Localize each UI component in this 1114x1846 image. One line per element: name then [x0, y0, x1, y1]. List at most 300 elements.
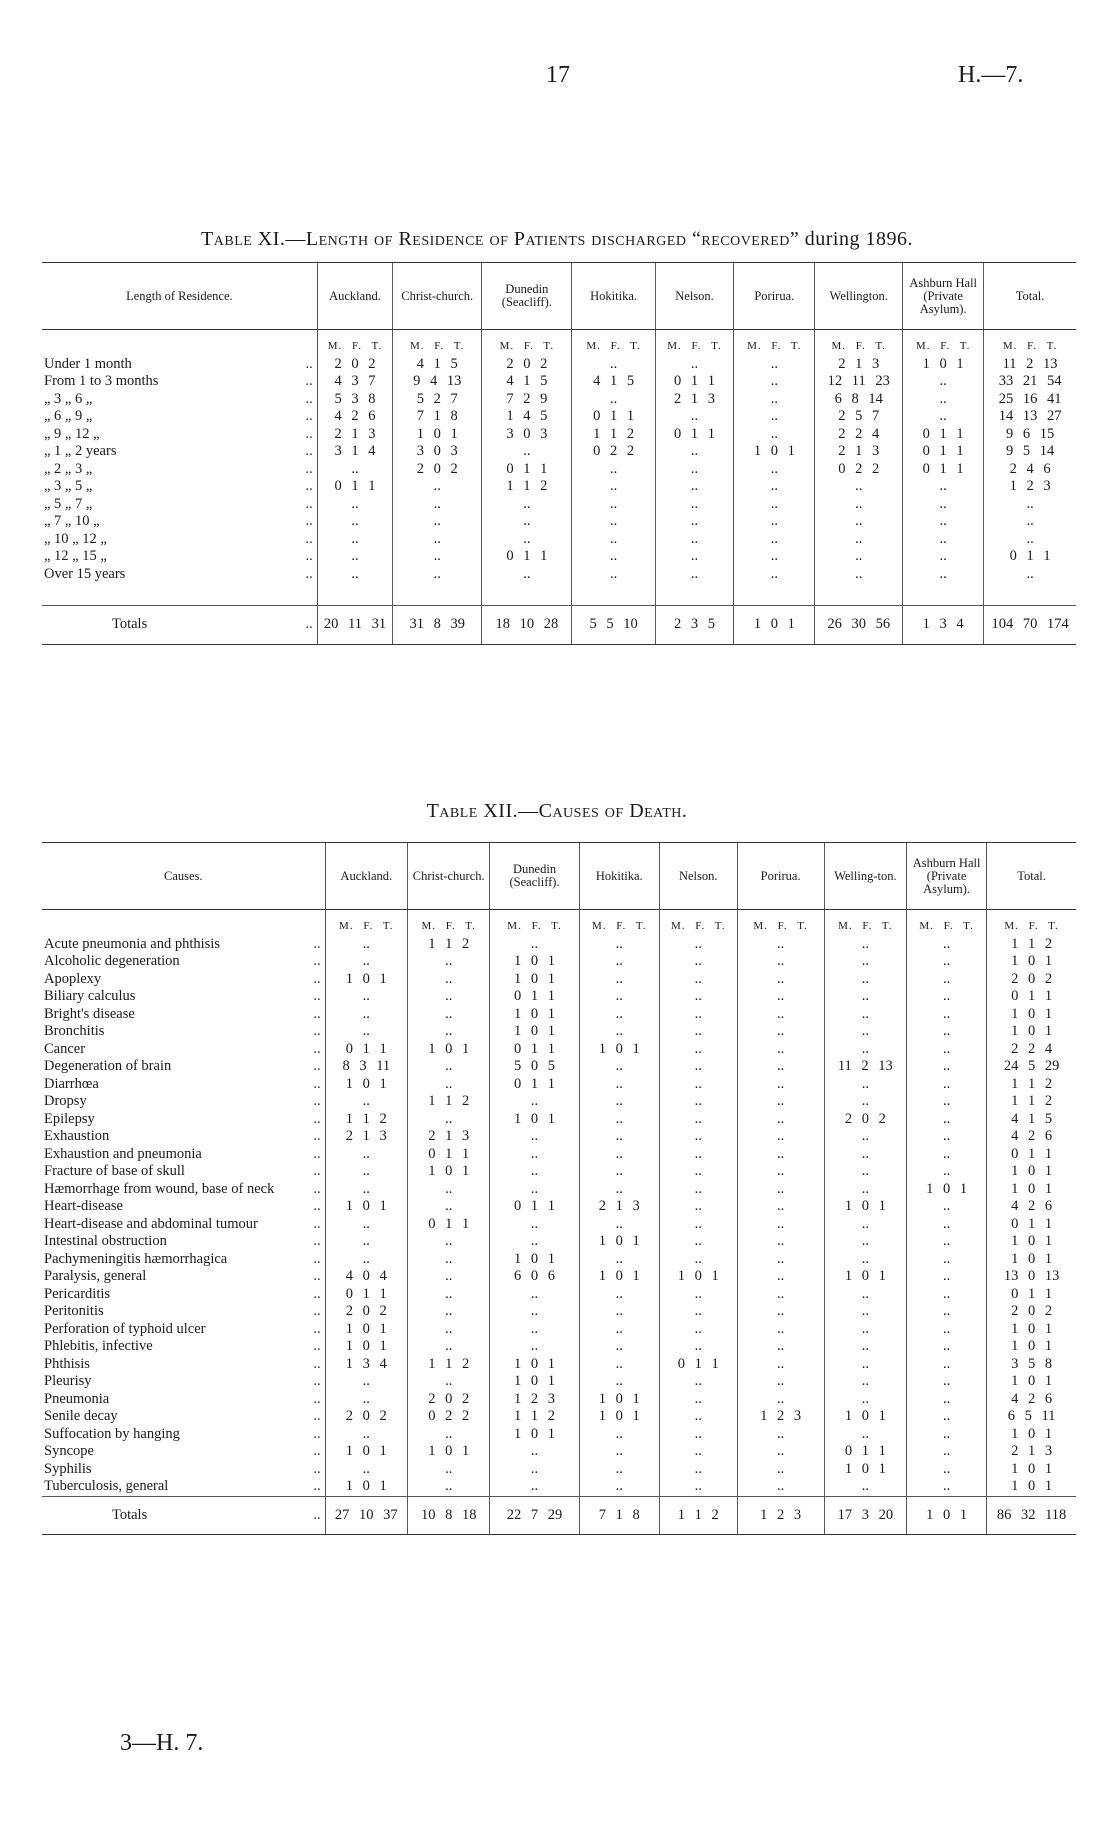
col-header: Christ-church.: [408, 843, 490, 910]
table-cell: 12 11 23: [815, 373, 903, 391]
table-cell: 25 16 41: [998, 390, 1062, 407]
table-row: [42, 373, 1076, 391]
row-label: Epilepsy: [44, 1110, 95, 1127]
row-label: Pachymeningitis hæmorrhagica: [44, 1250, 228, 1267]
table-cell: ..: [734, 356, 815, 374]
table-cell: ..: [907, 1233, 987, 1251]
leader-dots: ..: [287, 373, 317, 391]
table-cell: ..: [572, 356, 655, 374]
table-cell: ..: [408, 1076, 490, 1094]
table-cell: ..: [737, 1198, 824, 1216]
table-xi-body: [42, 330, 1076, 645]
totals-cell: 1 1 2: [659, 1496, 737, 1535]
table-cell: ..: [317, 496, 392, 514]
table-cell: ..: [734, 426, 815, 444]
table-cell: ..: [907, 1303, 987, 1321]
row-label: Diarrhœa: [44, 1075, 99, 1092]
leader-dots: ..: [287, 461, 317, 479]
table-cell: 1 0 1: [1011, 1005, 1053, 1022]
table-row: [42, 971, 1076, 989]
table-cell: ..: [408, 1058, 490, 1076]
table-cell: 1 0 1: [1011, 1478, 1053, 1494]
leader-dots: ..: [287, 531, 317, 549]
table-cell: ..: [408, 1321, 490, 1339]
table-cell: ..: [659, 936, 737, 954]
mft-label: M. F. T.: [393, 330, 482, 356]
table-cell: 1 1 2: [325, 1111, 407, 1129]
table-cell: ..: [815, 496, 903, 514]
table-cell: ..: [903, 531, 984, 549]
leader-dots: ..: [309, 1216, 325, 1234]
row-label: „ 7 „ 10 „: [44, 513, 100, 529]
table-cell: ..: [659, 1198, 737, 1216]
totals-cell: 1 3 4: [903, 606, 984, 645]
table-cell: 5 2 7: [393, 391, 482, 409]
table-row: [42, 496, 1076, 514]
table-cell: 1 0 1: [1011, 1233, 1053, 1249]
table-cell: ..: [737, 1233, 824, 1251]
leader-dots: ..: [309, 1251, 325, 1269]
table-cell: 1 0 1: [408, 1163, 490, 1181]
leader-dots: ..: [309, 1198, 325, 1216]
table-cell: ..: [734, 531, 815, 549]
mft-label: M. F. T.: [325, 910, 407, 936]
leader-dots: ..: [309, 1408, 325, 1426]
mft-label: M. F. T.: [659, 910, 737, 936]
table-cell: ..: [408, 971, 490, 989]
table-row: [42, 1268, 1076, 1286]
document-code: H.—7.: [958, 62, 1024, 88]
row-label: Hæmorrhage from wound, base of neck: [44, 1180, 275, 1197]
table-cell: 4 2 6: [1011, 1128, 1053, 1144]
table-cell: 1 0 1: [1011, 1425, 1053, 1442]
table-cell: ..: [737, 1041, 824, 1059]
table-cell: 2 0 2: [325, 1303, 407, 1321]
mft-label: M. F. T.: [903, 330, 984, 356]
totals-cell: 10 8 18: [408, 1496, 490, 1535]
table-cell: ..: [579, 1338, 659, 1356]
col-header: Nelson.: [655, 263, 734, 330]
table-xii-title: Table XII.—Causes of Death.: [426, 800, 688, 822]
table-cell: ..: [903, 566, 984, 584]
table-cell: 1 0 1: [325, 1478, 407, 1496]
table-cell: 1 0 1: [1011, 1023, 1053, 1039]
table-cell: 0 1 1: [1011, 1215, 1053, 1232]
row-label: Exhaustion and pneumonia: [44, 1145, 202, 1162]
mft-label: M. F. T.: [490, 910, 579, 936]
table-row: [42, 566, 1076, 584]
table-cell: ..: [482, 443, 572, 461]
table-row: [42, 1478, 1076, 1496]
table-cell: ..: [659, 1023, 737, 1041]
table-cell: ..: [737, 1076, 824, 1094]
table-cell: 5 0 5: [490, 1058, 579, 1076]
table-cell: ..: [737, 1443, 824, 1461]
table-cell: ..: [907, 1163, 987, 1181]
table-cell: 2 0 2: [1011, 1303, 1053, 1319]
table-cell: 1 0 1: [393, 426, 482, 444]
table-cell: 6 0 6: [490, 1268, 579, 1286]
table-cell: ..: [907, 1041, 987, 1059]
leader-dots: ..: [309, 1303, 325, 1321]
table-cell: ..: [579, 1443, 659, 1461]
table-cell: 1 0 1: [490, 1426, 579, 1444]
table-cell: 2 1 3: [317, 426, 392, 444]
table-cell: 2 0 2: [482, 356, 572, 374]
table-cell: ..: [907, 988, 987, 1006]
row-label: Intestinal obstruction: [44, 1233, 167, 1249]
table-cell: ..: [572, 461, 655, 479]
table-cell: 24 5 29: [1003, 1058, 1060, 1074]
table-cell: ..: [325, 953, 407, 971]
table-cell: 7 1 8: [393, 408, 482, 426]
table-cell: 1 0 1: [1011, 1180, 1053, 1197]
table-cell: ..: [408, 1181, 490, 1199]
table-cell: ..: [737, 1146, 824, 1164]
table-cell: 1 0 1: [408, 1443, 490, 1461]
table-cell: 3 5 8: [1011, 1355, 1053, 1372]
table-row: [42, 391, 1076, 409]
table-cell: ..: [737, 953, 824, 971]
table-cell: ..: [659, 1058, 737, 1076]
spacer-cell: [287, 583, 317, 606]
table-cell: ..: [659, 971, 737, 989]
table-cell: ..: [579, 1181, 659, 1199]
table-cell: ..: [737, 1461, 824, 1479]
table-cell: 2 1 3: [1011, 1443, 1053, 1459]
table-cell: ..: [482, 496, 572, 514]
table-cell: ..: [737, 1251, 824, 1269]
table-cell: 2 4 6: [1009, 460, 1051, 477]
table-cell: ..: [734, 548, 815, 566]
table-cell: 1 0 1: [1011, 1163, 1053, 1179]
spacer-cell: [317, 583, 392, 606]
table-cell: ..: [325, 1006, 407, 1024]
table-cell: ..: [408, 1023, 490, 1041]
row-label: Bronchitis: [44, 1023, 105, 1039]
table-cell: ..: [325, 1233, 407, 1251]
table-cell: ..: [655, 531, 734, 549]
table-cell: 0 1 1: [572, 408, 655, 426]
totals-cell: 27 10 37: [325, 1496, 407, 1535]
table-cell: 4 1 5: [1011, 1110, 1053, 1127]
table-cell: 1 1 2: [482, 478, 572, 496]
table-cell: ..: [317, 531, 392, 549]
row-label: Bright's disease: [44, 1005, 135, 1022]
table-cell: 1 0 1: [734, 443, 815, 461]
leader-dots: ..: [309, 1478, 325, 1496]
table-cell: 2 2 4: [815, 426, 903, 444]
table-cell: ..: [659, 1408, 737, 1426]
table-cell: ..: [659, 1076, 737, 1094]
table-cell: ..: [737, 1391, 824, 1409]
table-cell: ..: [579, 1461, 659, 1479]
table-cell: ..: [907, 1426, 987, 1444]
table-cell: ..: [408, 1303, 490, 1321]
table-cell: ..: [737, 1023, 824, 1041]
table-cell: 13 0 13: [1003, 1268, 1060, 1284]
table-cell: ..: [393, 496, 482, 514]
table-cell: 2 0 2: [1011, 970, 1053, 987]
row-label: Under 1 month: [44, 355, 132, 372]
row-label: „ 2 „ 3 „: [44, 460, 93, 477]
spacer-cell: [393, 583, 482, 606]
table-cell: ..: [490, 1286, 579, 1304]
leader-dots: ..: [309, 1111, 325, 1129]
table-cell: ..: [824, 1128, 906, 1146]
table-cell: ..: [659, 1093, 737, 1111]
totals-cell: 17 3 20: [824, 1496, 906, 1535]
table-row: [42, 443, 1076, 461]
row-label: Peritonitis: [44, 1303, 104, 1319]
table-cell: ..: [737, 1373, 824, 1391]
table-cell: ..: [737, 1111, 824, 1129]
table-row: [42, 1023, 1076, 1041]
leader-dots: ..: [309, 1146, 325, 1164]
table-cell: ..: [737, 1006, 824, 1024]
table-cell: 11 2 13: [1002, 355, 1058, 372]
table-row: [42, 1461, 1076, 1479]
table-cell: ..: [325, 1023, 407, 1041]
col-header: Dunedin (Seacliff).: [490, 843, 579, 910]
table-cell: 1 0 1: [490, 1111, 579, 1129]
table-cell: 0 2 2: [815, 461, 903, 479]
totals-cell: 18 10 28: [482, 606, 572, 645]
table-cell: ..: [737, 1356, 824, 1374]
table-xi: [42, 262, 1076, 645]
table-cell: 1 1 2: [408, 1093, 490, 1111]
table-cell: ..: [579, 1216, 659, 1234]
page-number: 17: [546, 62, 570, 88]
col-header: Porirua.: [737, 843, 824, 910]
table-cell: ..: [824, 1163, 906, 1181]
col-header: Total.: [987, 843, 1076, 910]
table-cell: ..: [824, 1391, 906, 1409]
mft-label: M. F. T.: [737, 910, 824, 936]
table-cell: 4 2 6: [317, 408, 392, 426]
row-label: „ 3 „ 5 „: [44, 478, 93, 494]
table-cell: ..: [1026, 495, 1034, 512]
leader-dots: ..: [309, 1006, 325, 1024]
table-cell: ..: [659, 1128, 737, 1146]
row-label: „ 12 „ 15 „: [44, 548, 107, 564]
table-row: [42, 1181, 1076, 1199]
table-cell: 1 2 3: [490, 1391, 579, 1409]
mft-label: M. F. T.: [317, 330, 392, 356]
table-cell: 9 4 13: [393, 373, 482, 391]
table-cell: ..: [579, 1093, 659, 1111]
table-cell: ..: [655, 513, 734, 531]
table-cell: ..: [659, 1373, 737, 1391]
table-cell: ..: [737, 1128, 824, 1146]
table-cell: ..: [579, 1111, 659, 1129]
leader-dots: ..: [287, 356, 317, 374]
table-cell: ..: [317, 548, 392, 566]
table-row: [42, 1058, 1076, 1076]
table-row: [42, 1128, 1076, 1146]
row-label: Senile decay: [44, 1408, 118, 1424]
table-cell: 0 1 1: [490, 988, 579, 1006]
table-cell: 4 1 5: [482, 373, 572, 391]
table-cell: ..: [325, 1251, 407, 1269]
table-row: [42, 1321, 1076, 1339]
table-cell: ..: [655, 356, 734, 374]
col-header: Nelson.: [659, 843, 737, 910]
col-header: Welling-ton.: [824, 843, 906, 910]
table-cell: 1 0 1: [579, 1041, 659, 1059]
table-cell: ..: [907, 1461, 987, 1479]
leader-dots: ..: [309, 1268, 325, 1286]
table-cell: ..: [907, 1268, 987, 1286]
row-label: „ 1 „ 2 years: [44, 443, 117, 459]
leader-dots: ..: [309, 1163, 325, 1181]
table-cell: 4 0 4: [325, 1268, 407, 1286]
row-label: Tuberculosis, general: [44, 1478, 169, 1494]
leader-dots: ..: [309, 1041, 325, 1059]
table-cell: 1 0 1: [490, 1356, 579, 1374]
table-cell: ..: [737, 1478, 824, 1496]
table-cell: ..: [408, 1251, 490, 1269]
table-cell: ..: [579, 1058, 659, 1076]
table-cell: ..: [907, 1443, 987, 1461]
mft-row: [42, 330, 1076, 356]
table-cell: ..: [815, 548, 903, 566]
leader-dots: ..: [287, 408, 317, 426]
row-label: Phlebitis, infective: [44, 1338, 153, 1354]
page-footer: 3—H. 7.: [120, 1730, 204, 1756]
leader-dots: ..: [309, 1356, 325, 1374]
table-cell: 6 5 11: [1007, 1408, 1056, 1424]
table-cell: 1 0 1: [1011, 1320, 1053, 1337]
totals-row: [42, 1496, 1076, 1535]
table-cell: ..: [317, 513, 392, 531]
spacer-cell: [815, 583, 903, 606]
table-cell: ..: [659, 1041, 737, 1059]
table-cell: ..: [734, 478, 815, 496]
table-cell: ..: [490, 1128, 579, 1146]
mft-label: M. F. T.: [824, 910, 906, 936]
table-cell: 0 1 1: [317, 478, 392, 496]
table-row: [42, 513, 1076, 531]
table-row: [42, 1093, 1076, 1111]
table-cell: 1 0 1: [325, 1321, 407, 1339]
table-cell: 1 0 1: [824, 1268, 906, 1286]
table-cell: 1 0 1: [1011, 953, 1053, 969]
table-cell: ..: [734, 391, 815, 409]
table-cell: ..: [659, 1303, 737, 1321]
table-row: [42, 461, 1076, 479]
table-cell: 0 1 1: [903, 461, 984, 479]
leader-dots: ..: [309, 1233, 325, 1251]
table-cell: ..: [824, 1006, 906, 1024]
table-cell: ..: [907, 1251, 987, 1269]
table-cell: ..: [325, 1461, 407, 1479]
table-cell: ..: [737, 971, 824, 989]
table-cell: 4 2 6: [1011, 1390, 1053, 1407]
table-row: [42, 1111, 1076, 1129]
table-cell: 3 1 4: [317, 443, 392, 461]
row-label: Cancer: [44, 1040, 86, 1057]
spacer-cell: [42, 583, 287, 606]
mft-label: M. F. T.: [655, 330, 734, 356]
table-cell: ..: [408, 1268, 490, 1286]
totals-cell: 86 32 118: [987, 1496, 1076, 1535]
mft-label: M. F. T.: [815, 330, 903, 356]
table-cell: ..: [579, 1251, 659, 1269]
table-cell: ..: [734, 408, 815, 426]
table-cell: ..: [408, 1426, 490, 1444]
table-cell: ..: [579, 953, 659, 971]
table-cell: ..: [490, 1443, 579, 1461]
table-cell: ..: [815, 531, 903, 549]
table-cell: ..: [482, 566, 572, 584]
table-row: [42, 1163, 1076, 1181]
table-cell: ..: [659, 1216, 737, 1234]
table-cell: ..: [815, 478, 903, 496]
table-cell: ..: [907, 1216, 987, 1234]
table-xi-label-header: Length of Residence.: [42, 263, 317, 330]
table-row: [42, 1216, 1076, 1234]
table-cell: 1 4 5: [482, 408, 572, 426]
table-cell: ..: [907, 953, 987, 971]
table-row: [42, 531, 1076, 549]
table-cell: ..: [659, 1181, 737, 1199]
table-cell: ..: [659, 1111, 737, 1129]
table-cell: ..: [655, 461, 734, 479]
table-cell: 1 0 1: [408, 1041, 490, 1059]
table-cell: ..: [903, 408, 984, 426]
table-cell: ..: [824, 1023, 906, 1041]
table-cell: ..: [393, 548, 482, 566]
col-header: Porirua.: [734, 263, 815, 330]
table-row: [42, 988, 1076, 1006]
table-cell: ..: [659, 953, 737, 971]
table-cell: 1 0 1: [579, 1408, 659, 1426]
table-row: [42, 1338, 1076, 1356]
table-cell: 0 1 1: [490, 1076, 579, 1094]
table-cell: 1 0 1: [490, 971, 579, 989]
leader-dots: ..: [287, 606, 317, 645]
table-cell: ..: [325, 1163, 407, 1181]
table-cell: ..: [393, 478, 482, 496]
col-header: Wellington.: [815, 263, 903, 330]
col-header: Total.: [984, 263, 1076, 330]
table-cell: 1 0 1: [579, 1233, 659, 1251]
table-cell: ..: [490, 1163, 579, 1181]
table-cell: ..: [659, 1233, 737, 1251]
table-row: [42, 426, 1076, 444]
table-cell: ..: [907, 1373, 987, 1391]
table-cell: ..: [824, 936, 906, 954]
mft-spacer: [287, 330, 317, 356]
table-cell: ..: [824, 1426, 906, 1444]
table-cell: 1 0 1: [907, 1181, 987, 1199]
table-cell: ..: [907, 1006, 987, 1024]
totals-cell: 1 0 1: [734, 606, 815, 645]
table-cell: ..: [903, 373, 984, 391]
table-cell: 1 1 2: [408, 936, 490, 954]
mft-label: M. F. T.: [572, 330, 655, 356]
table-cell: ..: [907, 1146, 987, 1164]
table-cell: ..: [824, 1303, 906, 1321]
totals-cell: 5 5 10: [572, 606, 655, 645]
table-row: [42, 1006, 1076, 1024]
table-cell: ..: [408, 1198, 490, 1216]
table-cell: 1 1 2: [490, 1408, 579, 1426]
table-cell: 1 0 1: [325, 1338, 407, 1356]
table-cell: ..: [490, 1478, 579, 1496]
table-cell: ..: [659, 1146, 737, 1164]
